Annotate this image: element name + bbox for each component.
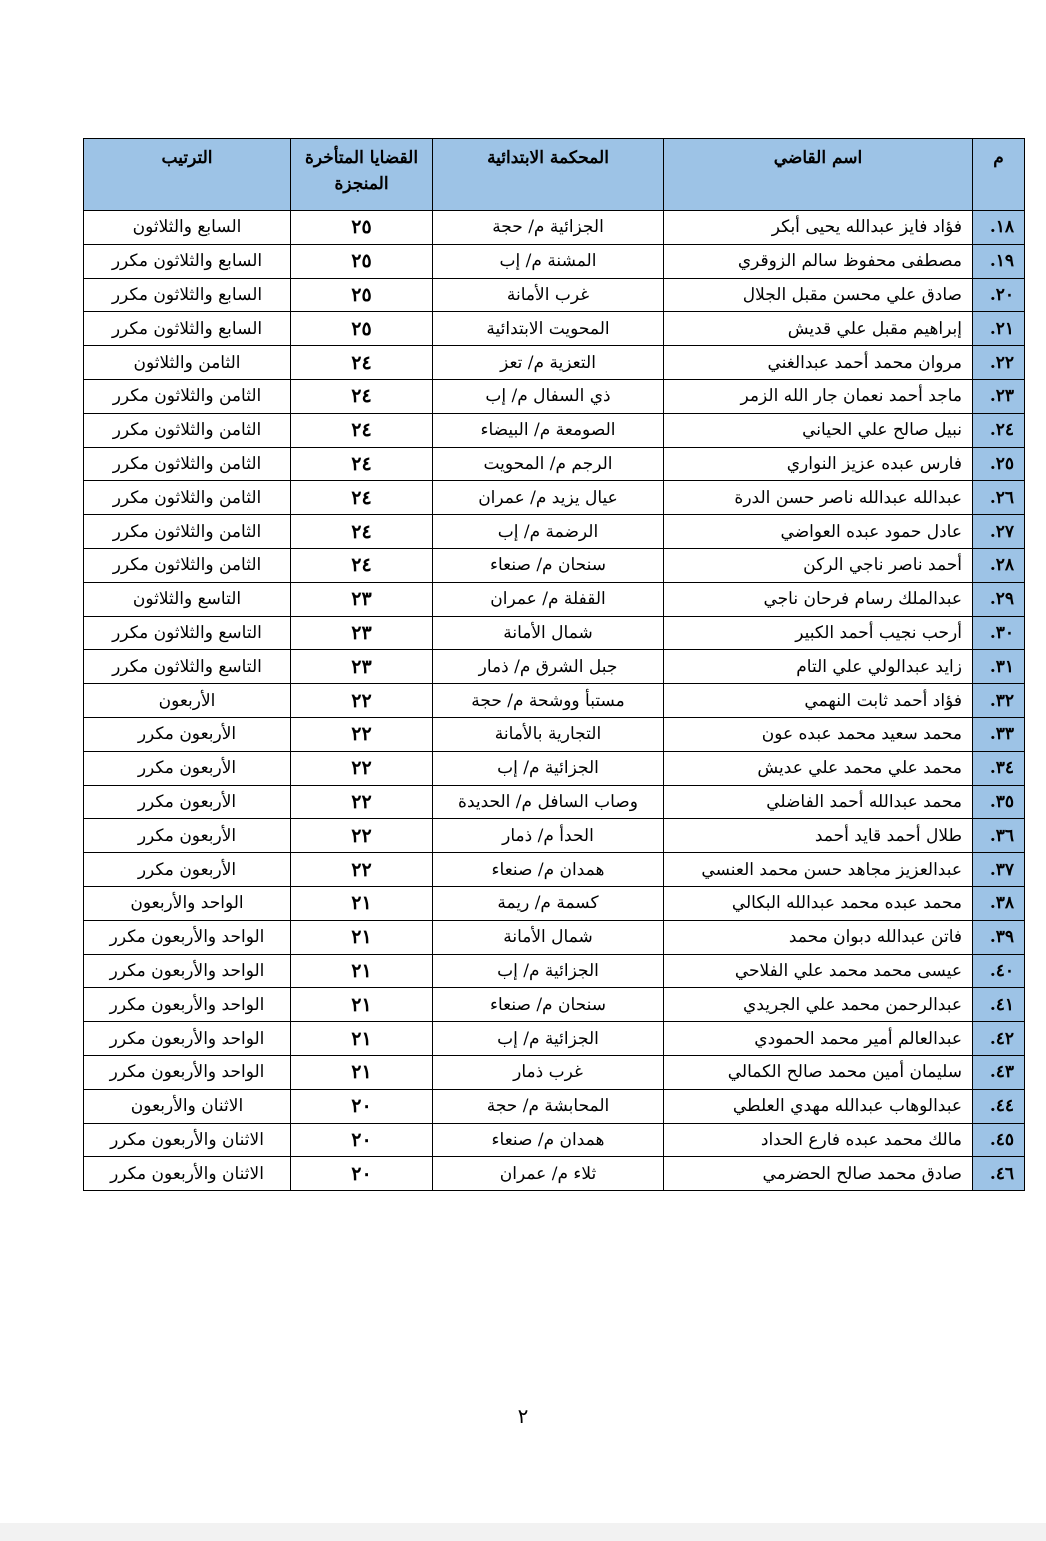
- table-row: [84, 886, 1025, 920]
- rank-label: التاسع والثلاثون مكرر: [84, 650, 291, 684]
- table-row: [84, 582, 1025, 616]
- judge-name: صادق علي محسن مقبل الجلال: [664, 278, 973, 312]
- table-row: [84, 515, 1025, 549]
- court-name: ذي السفال م/ إب: [433, 379, 664, 413]
- court-name: الجزائية م/ إب: [433, 954, 664, 988]
- court-name: الجزائية م/ إب: [433, 751, 664, 785]
- rank-label: الثامن والثلاثون: [84, 346, 291, 380]
- cases-count: ٢٣: [291, 650, 433, 684]
- cases-count: ٢٠: [291, 1123, 433, 1157]
- cases-count: ٢٢: [291, 819, 433, 853]
- judge-name: عبدالعالم أمير محمد الحمودي: [664, 1022, 973, 1056]
- page-footer-band: [0, 1523, 1046, 1541]
- court-name: سنحان م/ صنعاء: [433, 548, 664, 582]
- court-name: سنحان م/ صنعاء: [433, 988, 664, 1022]
- court-name: شمال الأمانة: [433, 616, 664, 650]
- row-number: ٤٢.: [973, 1022, 1025, 1056]
- judge-name: محمد عبدالله أحمد الفاضلي: [664, 785, 973, 819]
- judge-name: محمد سعيد محمد عبده عون: [664, 717, 973, 751]
- rank-label: التاسع والثلاثون مكرر: [84, 616, 291, 650]
- judge-name: عبدالملك رسام فرحان ناجي: [664, 582, 973, 616]
- court-name: شمال الأمانة: [433, 920, 664, 954]
- table-row: [84, 413, 1025, 447]
- cases-count: ٢١: [291, 1055, 433, 1089]
- rank-label: الاثنان والأربعون: [84, 1089, 291, 1123]
- court-name: الرضمة م/ إب: [433, 515, 664, 549]
- cases-count: ٢٢: [291, 853, 433, 887]
- judge-name: عيسى محمد محمد علي الفلاحي: [664, 954, 973, 988]
- rank-label: الواحد والأربعون مكرر: [84, 1022, 291, 1056]
- cases-count: ٢٤: [291, 346, 433, 380]
- rank-label: الاثنان والأربعون مكرر: [84, 1123, 291, 1157]
- rank-label: الواحد والأربعون مكرر: [84, 988, 291, 1022]
- table-row: [84, 1022, 1025, 1056]
- judge-name: نبيل صالح علي الحياني: [664, 413, 973, 447]
- judge-name: أرحب نجيب أحمد الكبير: [664, 616, 973, 650]
- rank-label: الواحد والأربعون مكرر: [84, 1055, 291, 1089]
- table-row: [84, 346, 1025, 380]
- table-row: [84, 954, 1025, 988]
- judge-name: سليمان أمين محمد صالح الكمالي: [664, 1055, 973, 1089]
- header-rank: الترتيب: [84, 139, 291, 211]
- rank-label: الأربعون مكرر: [84, 717, 291, 751]
- row-number: ٢٨.: [973, 548, 1025, 582]
- judge-name: فاتن عبدالله دبوان محمد: [664, 920, 973, 954]
- cases-count: ٢٢: [291, 785, 433, 819]
- judge-name: أحمد ناصر ناجي الركن: [664, 548, 973, 582]
- court-name: الجزائية م/ حجة: [433, 211, 664, 245]
- rank-label: الأربعون: [84, 684, 291, 718]
- judge-name: فارس عبده عزيز النواري: [664, 447, 973, 481]
- table-row: [84, 785, 1025, 819]
- row-number: ٢٧.: [973, 515, 1025, 549]
- row-number: ٢٠.: [973, 278, 1025, 312]
- cases-count: ٢٤: [291, 481, 433, 515]
- table-row: [84, 278, 1025, 312]
- row-number: ٣١.: [973, 650, 1025, 684]
- court-name: التجارية بالأمانة: [433, 717, 664, 751]
- judge-name: عادل حمود عبده العواضي: [664, 515, 973, 549]
- cases-count: ٢٤: [291, 447, 433, 481]
- row-number: ٣٦.: [973, 819, 1025, 853]
- rank-label: الثامن والثلاثون مكرر: [84, 447, 291, 481]
- table-row: [84, 684, 1025, 718]
- table-row: [84, 751, 1025, 785]
- header-court: المحكمة الابتدائية: [433, 139, 664, 211]
- judge-name: مصطفى محفوظ سالم الزوقري: [664, 244, 973, 278]
- row-number: ٣٥.: [973, 785, 1025, 819]
- court-name: غرب الأمانة: [433, 278, 664, 312]
- rank-label: الواحد والأربعون: [84, 886, 291, 920]
- court-name: القفلة م/ عمران: [433, 582, 664, 616]
- cases-count: ٢٤: [291, 379, 433, 413]
- table-row: [84, 1123, 1025, 1157]
- table-row: [84, 548, 1025, 582]
- judge-name: طلال أحمد قايد أحمد: [664, 819, 973, 853]
- judge-name: صادق محمد صالح الحضرمي: [664, 1157, 973, 1191]
- cases-count: ٢٥: [291, 211, 433, 245]
- row-number: ٢٥.: [973, 447, 1025, 481]
- row-number: ٢٢.: [973, 346, 1025, 380]
- row-number: ٣٠.: [973, 616, 1025, 650]
- row-number: ٢٩.: [973, 582, 1025, 616]
- cases-count: ٢١: [291, 920, 433, 954]
- header-judge-name: اسم القاضي: [664, 139, 973, 211]
- row-number: ٤٣.: [973, 1055, 1025, 1089]
- row-number: ٢١.: [973, 312, 1025, 346]
- table-row: [84, 1157, 1025, 1191]
- row-number: ٣٧.: [973, 853, 1025, 887]
- court-name: التعزية م/ تعز: [433, 346, 664, 380]
- judge-name: مروان محمد أحمد عبدالغني: [664, 346, 973, 380]
- table-row: [84, 1089, 1025, 1123]
- table-row: [84, 988, 1025, 1022]
- judges-ranking-table: [83, 138, 1025, 1191]
- row-number: ٣٣.: [973, 717, 1025, 751]
- table-row: [84, 244, 1025, 278]
- rank-label: الثامن والثلاثون مكرر: [84, 515, 291, 549]
- cases-count: ٢٤: [291, 515, 433, 549]
- header-cases: القضايا المتأخرة المنجزة: [291, 139, 433, 211]
- court-name: كسمة م/ ريمة: [433, 886, 664, 920]
- row-number: ٢٤.: [973, 413, 1025, 447]
- cases-count: ٢٢: [291, 717, 433, 751]
- court-name: الحدأ م/ ذمار: [433, 819, 664, 853]
- rank-label: السابع والثلاثون مكرر: [84, 312, 291, 346]
- rank-label: الواحد والأربعون مكرر: [84, 954, 291, 988]
- cases-count: ٢٢: [291, 751, 433, 785]
- cases-count: ٢٥: [291, 312, 433, 346]
- rank-label: الثامن والثلاثون مكرر: [84, 481, 291, 515]
- rank-label: التاسع والثلاثون: [84, 582, 291, 616]
- cases-count: ٢٠: [291, 1157, 433, 1191]
- row-number: ٢٣.: [973, 379, 1025, 413]
- court-name: المحابشة م/ حجة: [433, 1089, 664, 1123]
- row-number: ٤١.: [973, 988, 1025, 1022]
- row-number: ٣٩.: [973, 920, 1025, 954]
- judge-name: فؤاد فايز عبدالله يحيى أبكر: [664, 211, 973, 245]
- page-number: ٢: [517, 1404, 529, 1428]
- court-name: الصومعة م/ البيضاء: [433, 413, 664, 447]
- judge-name: عبدالرحمن محمد علي الجريدي: [664, 988, 973, 1022]
- court-name: الرجم م/ المحويت: [433, 447, 664, 481]
- rank-label: السابع والثلاثون مكرر: [84, 278, 291, 312]
- cases-count: ٢٣: [291, 616, 433, 650]
- cases-count: ٢١: [291, 954, 433, 988]
- row-number: ١٩.: [973, 244, 1025, 278]
- cases-count: ٢٤: [291, 548, 433, 582]
- judge-name: زايد عبدالولي علي التام: [664, 650, 973, 684]
- table-row: [84, 1055, 1025, 1089]
- court-name: وصاب السافل م/ الحديدة: [433, 785, 664, 819]
- court-name: جبل الشرق م/ ذمار: [433, 650, 664, 684]
- judge-name: عبدالله عبدالله ناصر حسن الدرة: [664, 481, 973, 515]
- court-name: الجزائية م/ إب: [433, 1022, 664, 1056]
- court-name: المشنة م/ إب: [433, 244, 664, 278]
- rank-label: الثامن والثلاثون مكرر: [84, 413, 291, 447]
- court-name: ثلاء م/ عمران: [433, 1157, 664, 1191]
- court-name: غرب ذمار: [433, 1055, 664, 1089]
- judge-name: عبدالوهاب عبدالله مهدي العلطي: [664, 1089, 973, 1123]
- table-row: [84, 481, 1025, 515]
- rank-label: الثامن والثلاثون مكرر: [84, 548, 291, 582]
- table-row: [84, 920, 1025, 954]
- rank-label: الأربعون مكرر: [84, 751, 291, 785]
- cases-count: ٢٢: [291, 684, 433, 718]
- court-name: عيال يزيد م/ عمران: [433, 481, 664, 515]
- cases-count: ٢١: [291, 1022, 433, 1056]
- cases-count: ٢٤: [291, 413, 433, 447]
- header-num: م: [973, 139, 1025, 211]
- court-name: همدان م/ صنعاء: [433, 1123, 664, 1157]
- cases-count: ٢١: [291, 886, 433, 920]
- cases-count: ٢١: [291, 988, 433, 1022]
- row-number: ٤٦.: [973, 1157, 1025, 1191]
- court-name: مستبأ ووشحة م/ حجة: [433, 684, 664, 718]
- judge-name: ماجد أحمد نعمان جار الله الزمر: [664, 379, 973, 413]
- row-number: ١٨.: [973, 211, 1025, 245]
- table-row: [84, 447, 1025, 481]
- table-row: [84, 211, 1025, 245]
- table-row: [84, 717, 1025, 751]
- row-number: ٤٤.: [973, 1089, 1025, 1123]
- court-name: المحويت الابتدائية: [433, 312, 664, 346]
- judge-name: فؤاد أحمد ثابت النهمي: [664, 684, 973, 718]
- row-number: ٢٦.: [973, 481, 1025, 515]
- row-number: ٣٨.: [973, 886, 1025, 920]
- table-body: [84, 211, 1025, 1191]
- judge-name: محمد علي محمد علي عديش: [664, 751, 973, 785]
- table-row: [84, 853, 1025, 887]
- table-row: [84, 650, 1025, 684]
- rank-label: الأربعون مكرر: [84, 819, 291, 853]
- table-row: [84, 819, 1025, 853]
- rank-label: السابع والثلاثون مكرر: [84, 244, 291, 278]
- table-row: [84, 379, 1025, 413]
- cases-count: ٢٠: [291, 1089, 433, 1123]
- judge-name: مالك محمد عبده فارع الحداد: [664, 1123, 973, 1157]
- row-number: ٤٠.: [973, 954, 1025, 988]
- judge-name: محمد عبده محمد عبدالله البكالي: [664, 886, 973, 920]
- judge-name: عبدالعزيز مجاهد حسن محمد العنسي: [664, 853, 973, 887]
- table-row: [84, 616, 1025, 650]
- court-name: همدان م/ صنعاء: [433, 853, 664, 887]
- rank-label: الأربعون مكرر: [84, 853, 291, 887]
- rank-label: الاثنان والأربعون مكرر: [84, 1157, 291, 1191]
- cases-count: ٢٥: [291, 278, 433, 312]
- cases-count: ٢٥: [291, 244, 433, 278]
- rank-label: الواحد والأربعون مكرر: [84, 920, 291, 954]
- row-number: ٤٥.: [973, 1123, 1025, 1157]
- row-number: ٣٢.: [973, 684, 1025, 718]
- row-number: ٣٤.: [973, 751, 1025, 785]
- cases-count: ٢٣: [291, 582, 433, 616]
- table-header-row: [84, 139, 1025, 211]
- rank-label: الأربعون مكرر: [84, 785, 291, 819]
- judge-name: إبراهيم مقبل علي قديش: [664, 312, 973, 346]
- rank-label: الثامن والثلاثون مكرر: [84, 379, 291, 413]
- table-row: [84, 312, 1025, 346]
- rank-label: السابع والثلاثون: [84, 211, 291, 245]
